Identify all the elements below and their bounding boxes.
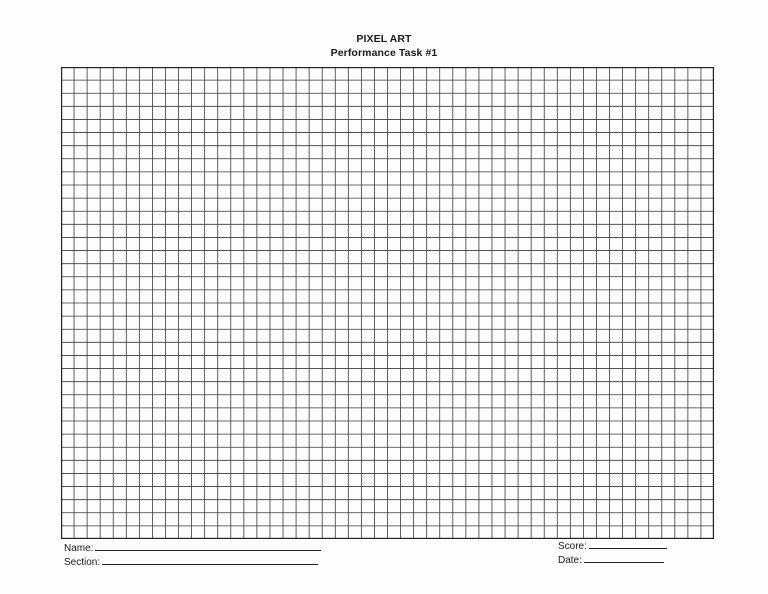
worksheet-title: PIXEL ART [356, 33, 412, 45]
name-field[interactable] [64, 541, 321, 555]
score-field[interactable] [558, 539, 667, 553]
worksheet-subtitle: Performance Task #1 [330, 47, 438, 59]
worksheet-header [0, 32, 768, 60]
section-field[interactable] [64, 555, 318, 569]
score-blank-line[interactable] [589, 539, 667, 549]
score-label: Score: [558, 541, 587, 552]
date-field[interactable] [558, 553, 664, 567]
section-blank-line[interactable] [102, 555, 318, 565]
pixel-grid[interactable] [61, 67, 714, 539]
name-blank-line[interactable] [95, 541, 321, 551]
section-label: Section: [64, 557, 101, 568]
pixel-grid-canvas[interactable] [61, 67, 714, 539]
date-blank-line[interactable] [584, 553, 664, 563]
name-label: Name: [64, 543, 94, 554]
date-label: Date: [558, 555, 582, 566]
